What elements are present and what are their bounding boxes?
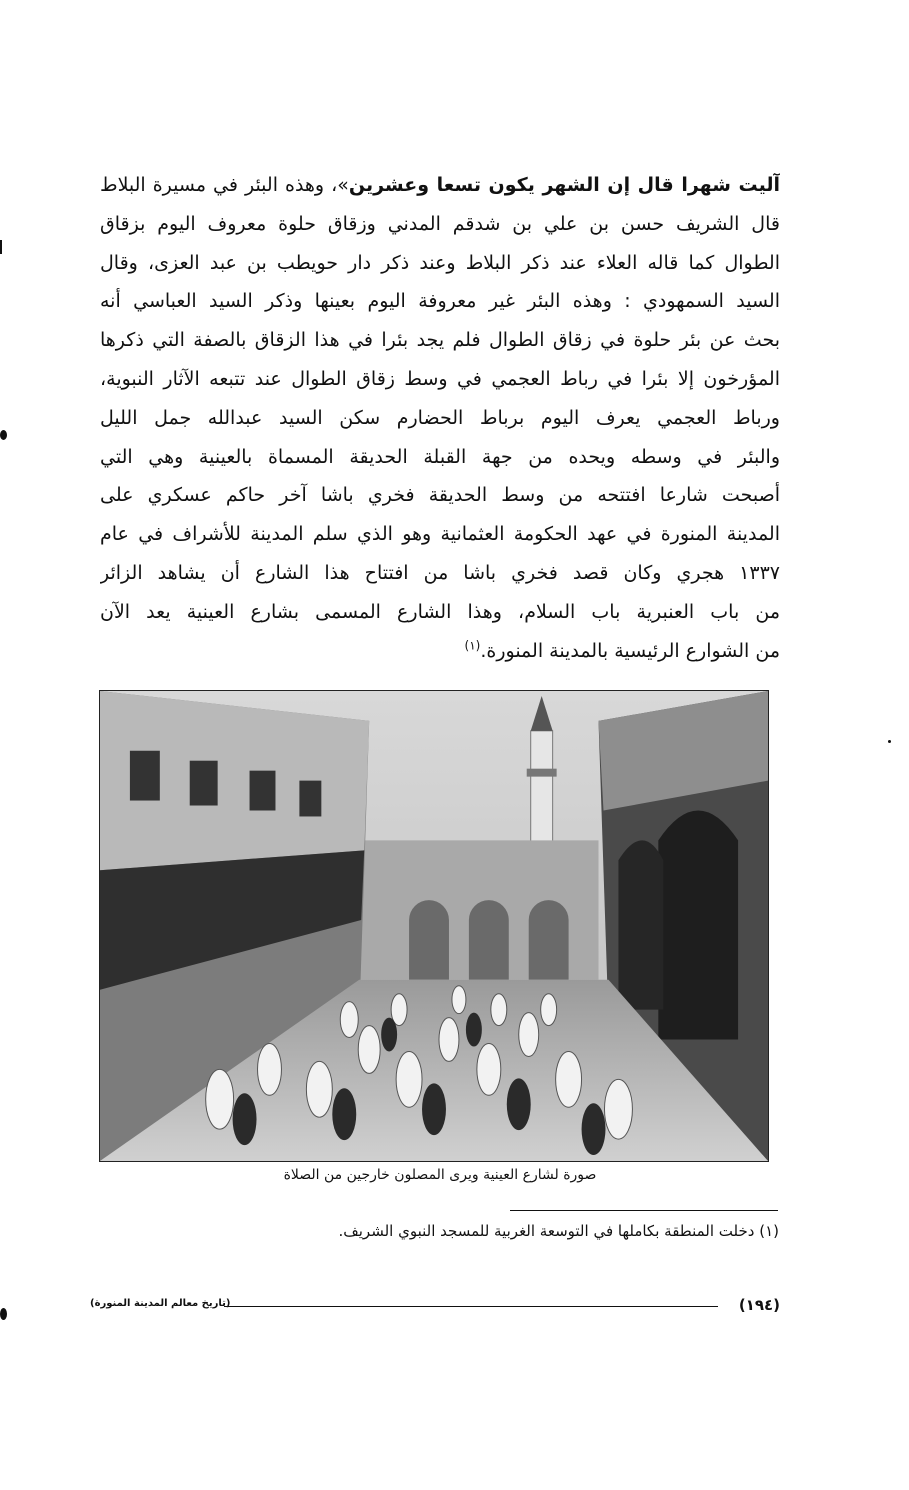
scan-mark <box>0 1308 7 1320</box>
body-line-4: السيد السمهودي : وهذه البئر غير معروفة اليوم بعينها وذكر السيد العباسي أنه <box>100 290 780 313</box>
body-line-6: المؤرخون إلا بئرا في رباط العجمي في وسط زقاق الطوال عند تتبعه الآثار النبوية، <box>100 367 780 390</box>
running-head: (تاريخ معالم المدينة المنورة) <box>90 1298 231 1309</box>
body-line-3: الطوال كما قاله العلاء عند ذكر البلاط وعند ذكر دار حويطب بن عبد العزى، وقال <box>100 251 780 274</box>
body-line-10: المدينة المنورة في عهد الحكومة العثمانية وهو الذي سلم المدينة للأشراف في عام <box>100 523 780 546</box>
footer-rule <box>224 1306 718 1307</box>
body-line-9: أصبحت شارعا افتتحه من وسط الحديقة فخري باشا آخر حاكم عسكري على <box>100 484 780 507</box>
body-line-1-rest: »، وهذه البئر في مسيرة البلاط <box>100 174 349 196</box>
body-line-1 <box>100 166 780 205</box>
body-line-11: ١٣٣٧ هجري وكان قصد فخري باشا من افتتاح هذا الشارع أن يشاهد الزائر <box>100 561 780 584</box>
body-line-2: قال الشريف حسن بن علي بن شدقم المدني وزقاق حلوة معروف اليوم بزقاق <box>100 212 780 235</box>
scan-mark <box>888 740 891 743</box>
page-footer <box>90 1296 780 1316</box>
footnote-ref[interactable]: (١) <box>464 638 481 653</box>
body-line-13 <box>100 632 780 671</box>
body-line-8: والبئر في وسطه ويحده من جهة القبلة الحديقة المسماة بالعينية وهي التي <box>100 445 780 468</box>
scan-mark <box>0 430 7 440</box>
street-photo <box>99 690 769 1162</box>
footnote: (١) دخلت المنطقة بكاملها في التوسعة الغربية للمسجد النبوي الشريف. <box>338 1222 779 1240</box>
body-line-1-bold: آليت شهرا قال إن الشهر يكون تسعا وعشرين <box>348 174 780 196</box>
body-text <box>100 166 780 670</box>
body-line-7: ورباط العجمي يعرف اليوم برباط الحضارم سكن السيد عبدالله جمل الليل <box>100 406 780 429</box>
scan-mark <box>0 240 2 254</box>
body-line-5: بحث عن بئر حلوة في زقاق الطوال فلم يجد بئرا في هذا الزقاق بالصفة التي ذكرها <box>100 329 780 352</box>
page-number: (١٩٤) <box>738 1296 780 1314</box>
street-photo-illustration <box>100 691 768 1161</box>
figure-caption: صورة لشارع العينية ويرى المصلون خارجين من الصلاة <box>283 1167 597 1183</box>
body-line-13-text: من الشوارع الرئيسية بالمدينة المنورة. <box>480 639 780 662</box>
body-line-12: من باب العنبرية باب السلام، وهذا الشارع المسمى بشارع العينية يعد الآن <box>100 600 780 623</box>
footnote-rule <box>510 1210 778 1211</box>
